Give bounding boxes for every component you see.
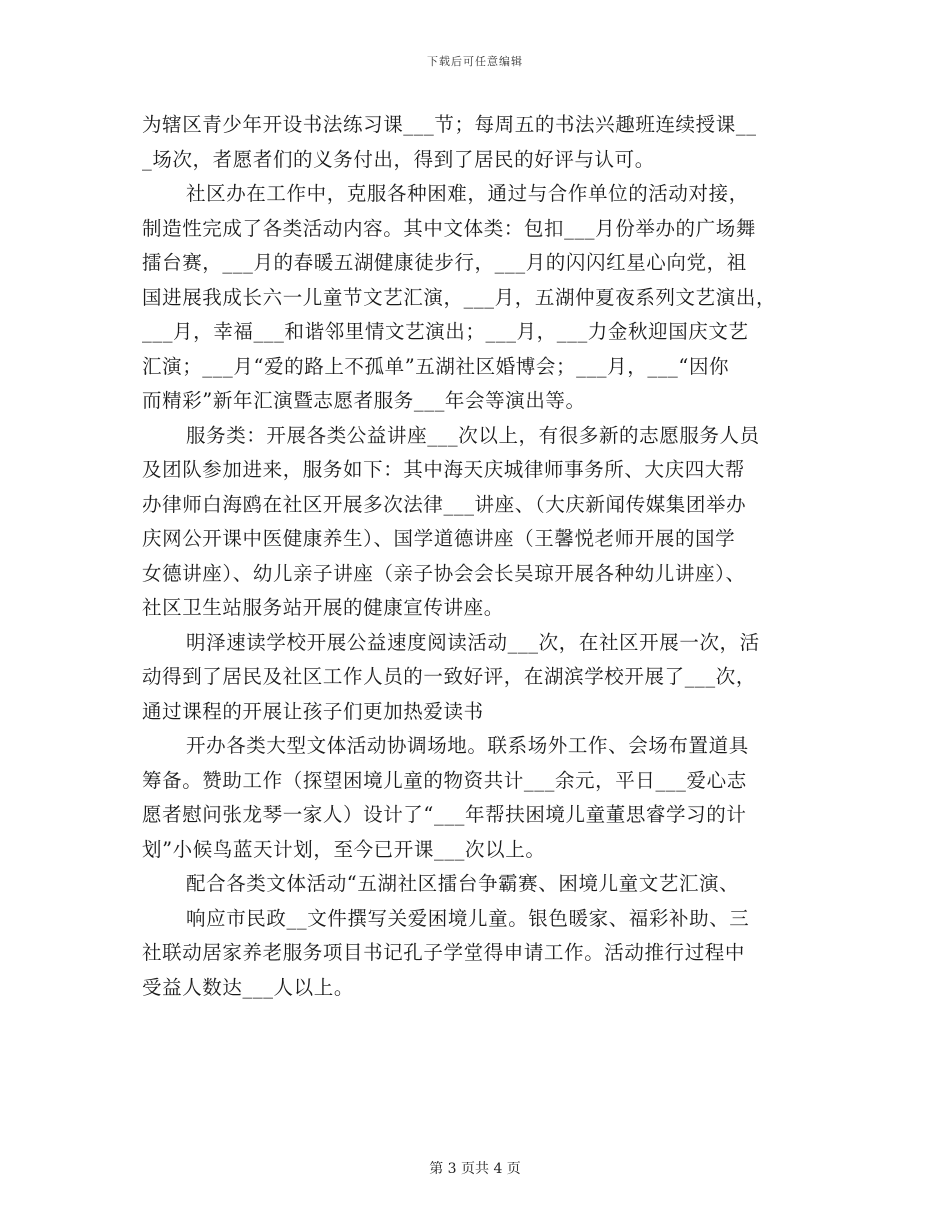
text-line: 筹备。赞助工作（探望困境儿童的物资共计___余元，平日___爱心志 [142,768,747,792]
text-line: 擂台赛，___月的春暖五湖健康徒步行，___月的闪闪红星心向党，祖 [142,251,747,274]
text-line: 受益人数达___人以上。 [142,975,354,999]
text-line: 制造性完成了各类活动内容。其中文体类：包扣___月份举办的广场舞 [142,216,756,240]
text-line: 明泽速读学校开展公益速度阅读活动___次，在社区开展一次，活 [186,630,760,654]
text-line: 为辖区青少年开设书法练习课___节；每周五的书法兴趣班连续授课__ [142,113,757,136]
text-line: 社联动居家养老服务项目书记孔子学堂得申请工作。活动推行过程中 [142,941,746,964]
page-number: 第 3 页共 4 页 [429,1161,521,1177]
page-header: 下载后可任意编辑 [427,55,523,68]
text-line: 动得到了居民及社区工作人员的一致好评，在湖滨学校开展了___次， [142,665,756,688]
text-line: 社区卫生站服务站开展的健康宣传讲座。 [142,596,504,619]
text-line: 响应市民政__文件撰写关爱困境儿童。银色暖家、福彩补助、三 [186,906,750,930]
text-line: 汇演；___月“爱的路上不孤单”五湖社区婚博会；___月，___“因你 [142,354,730,378]
text-line: 及团队参加进来，服务如下：其中海天庆城律师事务所、大庆四大帮 [142,458,746,481]
text-line: 而精彩”新年汇演暨志愿者服务___年会等演出等。 [142,389,586,412]
text-line: 划”小候鸟蓝天计划，至今已开课___次以上。 [142,837,546,861]
text-line: 办律师白海鸥在社区开展多次法律___讲座、（大庆新闻传媒集团举办 [142,492,747,516]
text-line: 国进展我成长六一儿童节文艺汇演，___月，五湖仲夏夜系列文艺演出， [142,285,777,309]
text-line: 愿者慰问张龙琴一家人）设计了“___年帮扶困境儿童董思睿学习的计 [142,803,747,826]
text-line: 配合各类文体活动“五湖社区擂台争霸赛、困境儿童文艺汇演、 [186,872,740,895]
text-line: 社区办在工作中，克服各种困难，通过与合作单位的活动对接， [186,182,749,205]
text-line: 女德讲座）、幼儿亲子讲座（亲子协会会长吴琼开展各种幼儿讲座）、 [142,561,746,585]
text-line: 服务类：开展各类公益讲座___次以上，有很多新的志愿服务人员 [186,423,760,447]
document-body [142,108,822,1005]
text-line: _场次，者愿者们的义务付出，得到了居民的好评与认可。 [142,147,655,171]
text-line: 开办各类大型文体活动协调场地。联系场外工作、会场布置道具 [186,734,749,757]
text-line: 通过课程的开展让孩子们更加热爱读书 [142,699,484,723]
text-line: 庆网公开课中医健康养生）、国学道德讲座（王馨悦老师开展的国学 [142,527,736,550]
text-line: ___月，幸福___和谐邻里情文艺演出；___月，___力金秋迎国庆文艺 [142,320,749,343]
